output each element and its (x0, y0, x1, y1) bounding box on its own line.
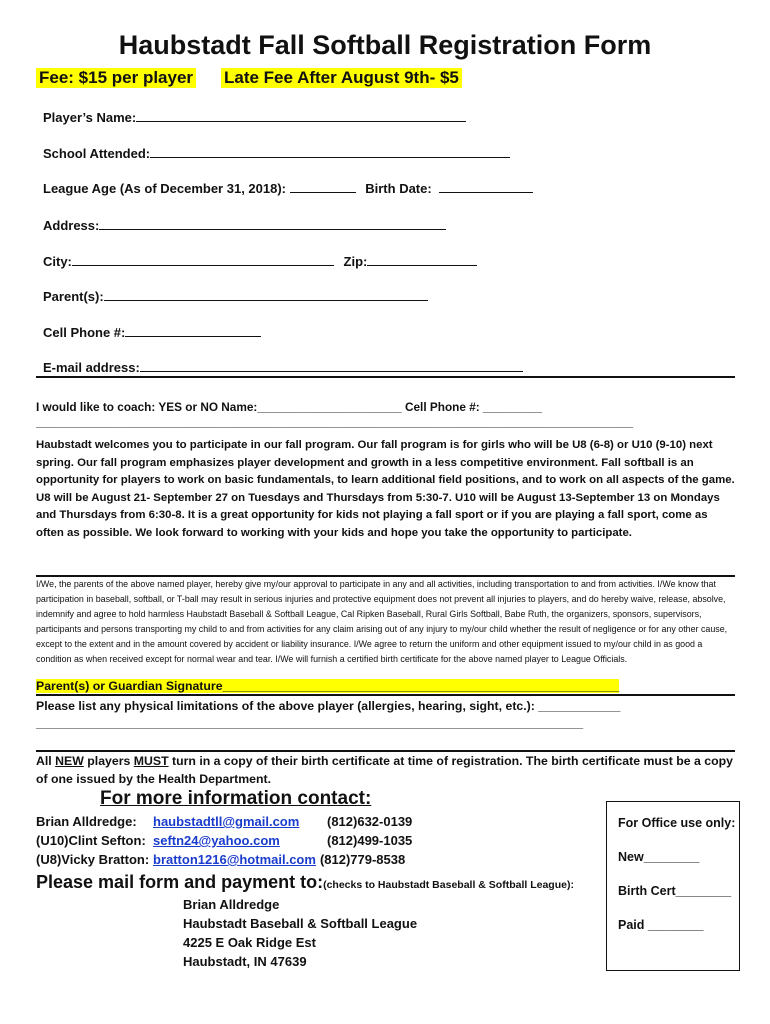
contact-row (36, 831, 412, 850)
page-title: Haubstadt Fall Softball Registration Form (118, 30, 652, 60)
office-birth-cert: Birth Cert________ (618, 884, 732, 898)
waiver-text: I/We, the parents of the above named player, hereby give my/our approval to participate in any and all activities, including transportation to and from activities. I/We know that participation in baseball, softball, or T-ball may result in serious injuries and protective equipment does not prevent all injuries to players, and do hereby waive, release, absolve, indemnify and agree to hold harmless Haubstadt Baseball & Softball League, Cal Ripken Baseball, Rural Girls Softball, Babe Ruth, the organizers, sponsors, supervisors, participants and persons transporting my child to and from activities for any claim arising out of any injury to my/our child whether the result of negligence or for any other cause, except to the extent and in the amount covered by accident or liability insurance. I/We agree to return the uniform and other equipment issued to my/our child in as good a condition as when received except for normal wear and tear. I/We will furnish a certified birth certificate for the above named player to League Officials. (36, 579, 728, 664)
address-field[interactable] (43, 217, 446, 233)
mailing-address (183, 895, 417, 971)
contact-email-link[interactable]: bratton1216@hotmail.com (153, 852, 316, 867)
welcome-paragraph: Haubstadt welcomes you to participate in our fall program. Our fall program is for girls who will be U8 (6-8) or U10 (9-10) next spring. Our fall program emphasizes player development and growth in a less competitive environment. Fall softball is an opportunity for players to work on basic fundamentals, to learn additional field positions, and to work on all aspects of the game. U8 will be August 21- September 27 on Tuesdays and Thursdays from 5:30-7. U10 will be August 13-September 13 on Mondays and Thursdays from 6:30-8. It is a great opportunity for kids not playing a fall sport or if you are playing a fall sport, come as often as possible. We look forward to working with your kids and hope you take the opportunity to participate. (36, 439, 735, 539)
note-text: turn in a copy of their birth certificate at time of registration. The birth certificate must be a copy of one issued by the Health Department. (36, 754, 733, 786)
mail-instructions (36, 872, 574, 893)
contact-row (36, 850, 412, 869)
address-label: Address: (43, 218, 100, 233)
player-name-label: Player’s Name: (43, 110, 137, 125)
separator-underline: ___________________________________________________________________________________________ (36, 415, 634, 429)
office-paid: Paid ________ (618, 918, 704, 932)
zip-line[interactable] (367, 253, 477, 266)
parents-label: Parent(s): (43, 289, 104, 304)
note-text: players (83, 754, 134, 768)
address-line: Brian Alldredge (183, 897, 280, 912)
contact-email-link[interactable]: seftn24@yahoo.com (153, 833, 280, 848)
cell-phone-field[interactable] (43, 324, 261, 340)
birth-date-label: Birth Date: (365, 181, 432, 196)
parents-field[interactable] (43, 288, 428, 304)
league-age-field[interactable] (43, 180, 533, 196)
signature-label[interactable]: Parent(s) or Guardian Signature__________________________________________________________ (36, 679, 620, 693)
school-label: School Attended: (43, 146, 151, 161)
contact-email-link[interactable]: haubstadtll@gmail.com (153, 814, 300, 829)
contact-list (36, 812, 412, 869)
office-title: For Office use only: (618, 816, 736, 830)
contact-heading-text: For more information contact: (100, 788, 372, 809)
city-line[interactable] (72, 253, 334, 266)
limitations-field[interactable]: Please list any physical limitations of the above player (allergies, hearing, sight, etc.): ____________ (36, 699, 621, 713)
player-name-field[interactable] (43, 109, 466, 125)
email-label: E-mail address: (43, 360, 140, 375)
address-line: Haubstadt Baseball & Softball League (183, 916, 418, 931)
office-use-box (606, 801, 740, 971)
city-label: City: (43, 254, 72, 269)
cell-phone-label: Cell Phone #: (43, 325, 126, 340)
player-name-line[interactable] (136, 109, 466, 122)
birth-date-line[interactable] (439, 180, 533, 193)
contact-name: (U10)Clint Sefton: (36, 833, 146, 848)
coach-line[interactable]: I would like to coach: YES or NO Name:______________________ Cell Phone #: _________ (36, 400, 543, 414)
email-line[interactable] (140, 359, 523, 372)
note-text: All (36, 754, 56, 768)
contact-phone: (812)632-0139 (327, 814, 413, 829)
new-players-note (36, 752, 736, 788)
divider (36, 376, 735, 378)
contact-name: Brian Alldredge: (36, 814, 137, 829)
note-must: MUST (133, 754, 169, 768)
school-field[interactable] (43, 145, 510, 161)
contact-heading (100, 788, 371, 810)
office-new: New________ (618, 850, 700, 864)
divider (36, 694, 735, 696)
school-line[interactable] (150, 145, 510, 158)
limitations-line[interactable]: ________________________________________________________________________________ (36, 716, 584, 730)
contact-phone: (812)779-8538 (319, 852, 406, 867)
cell-phone-line[interactable] (125, 324, 261, 337)
signature-field[interactable] (36, 679, 619, 693)
fee-label: Fee: $15 per player (36, 68, 196, 88)
contact-name: (U8)Vicky Bratton: (36, 852, 150, 867)
zip-label: Zip: (343, 254, 368, 269)
note-new: NEW (55, 754, 84, 768)
city-field[interactable] (43, 253, 477, 269)
address-line[interactable] (99, 217, 446, 230)
league-age-line[interactable] (290, 180, 356, 193)
late-fee-label: Late Fee After August 9th- $5 (221, 68, 462, 88)
email-field[interactable] (43, 359, 523, 375)
parents-line[interactable] (104, 288, 428, 301)
address-line: 4225 E Oak Ridge Est (183, 935, 316, 950)
league-age-label: League Age (As of December 31, 2018): (43, 181, 286, 196)
address-line: Haubstadt, IN 47639 (183, 954, 307, 969)
mail-heading: Please mail form and payment to: (36, 872, 324, 892)
contact-phone: (812)499-1035 (327, 833, 413, 848)
contact-row (36, 812, 412, 831)
mail-note: (checks to Haubstadt Baseball & Softball League): (323, 879, 574, 891)
